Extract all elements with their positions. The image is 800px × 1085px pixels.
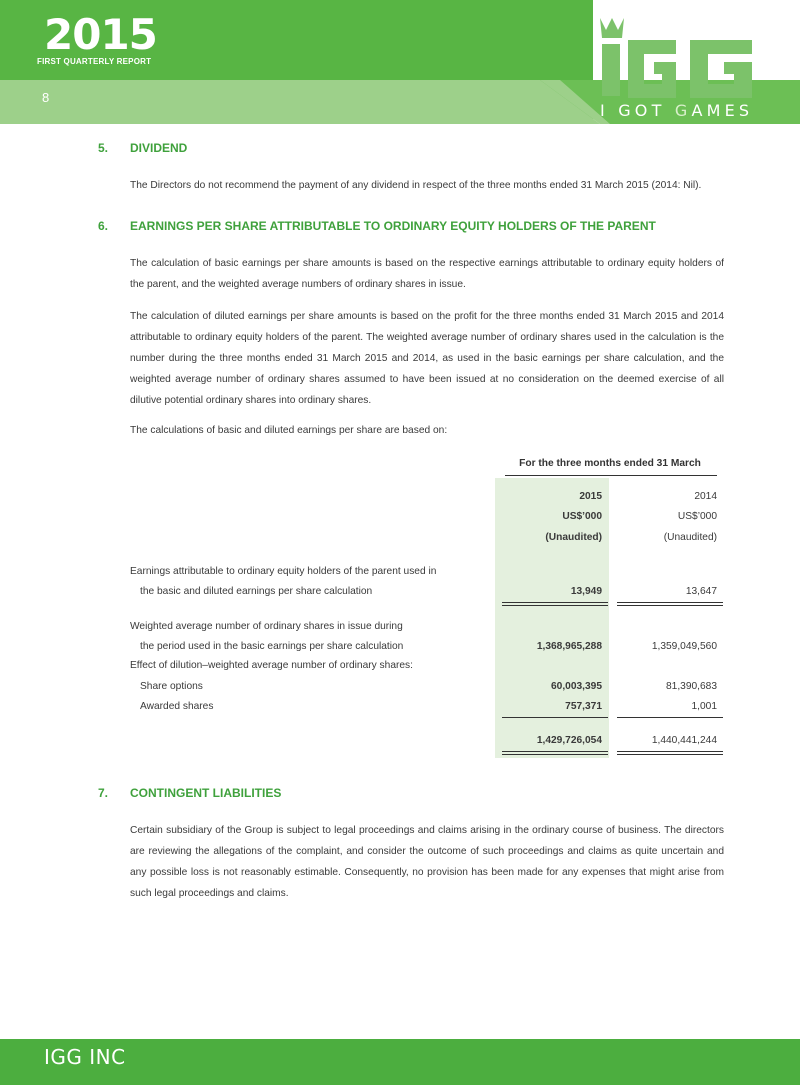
row-weighted-2015: 1,368,965,288 xyxy=(536,641,602,652)
table-header-rule xyxy=(505,475,717,476)
section-7-paragraph: Certain subsidiary of the Group is subject to legal proceedings and claims arising in the ordinary course of business. The directors are reviewing the allegations of the complaint, and consider the outcome of such proceedings and claims as quite uncertain and any possible loss is not reasonably estimable. Consequently, no provision has been made for any expenses that might arise from such legal proceedings and claims. xyxy=(130,825,724,899)
rule-total-2015-a xyxy=(502,751,608,752)
row-weighted-label-1: Weighted average number of ordinary shares in issue during xyxy=(130,621,403,632)
row-awarded-2014: 1,001 xyxy=(691,701,717,712)
row-awarded-2015: 757,371 xyxy=(565,701,602,712)
row-options-2015: 60,003,395 xyxy=(551,681,602,692)
row-weighted-label-2: the period used in the basic earnings per share calculation xyxy=(140,641,404,652)
rule-total-2015-b xyxy=(502,754,608,755)
page-header xyxy=(0,0,800,124)
row-weighted-2014: 1,359,049,560 xyxy=(651,641,717,652)
col-2014-unit: US$’000 xyxy=(677,511,717,522)
section-6-paragraph-3: The calculations of basic and diluted earnings per share are based on: xyxy=(130,425,448,436)
section-6-paragraph-2: The calculation of diluted earnings per share amounts is based on the profit for the three months ended 31 March 2015 and 2014 attributable to ordinary equity holders of the parent. The weighted average number of ordinary shares used in the calculation is the number during the three months ended 31 March 2015 and 2014, as used in the basic earnings per share calculation, and the weighted average number of ordinary shares assumed to have been issued at no consideration on the deemed exercise of all dilutive potential ordinary shares into ordinary shares. xyxy=(130,311,724,406)
row-earnings-label-2: the basic and diluted earnings per share calculation xyxy=(140,586,373,597)
row-earnings-2014: 13,647 xyxy=(685,586,717,597)
rule-earnings-2015-a xyxy=(502,602,608,603)
rule-earnings-2014-a xyxy=(617,602,723,603)
report-year: 2015 xyxy=(44,10,157,59)
col-2015-year: 2015 xyxy=(579,491,602,502)
row-awarded-label: Awarded shares xyxy=(140,701,214,712)
row-total-2014: 1,440,441,244 xyxy=(651,735,717,746)
row-dilution-label: Effect of dilution–weighted average number of ordinary shares: xyxy=(130,660,413,671)
rule-earnings-2014-b xyxy=(617,605,723,606)
rule-subtotal-2015 xyxy=(502,717,608,718)
report-label: FIRST QUARTERLY REPORT xyxy=(37,57,152,66)
section-5-paragraph: The Directors do not recommend the payment of any dividend in respect of the three months ended 31 March 2015 (2014: Nil). xyxy=(130,180,702,191)
rule-total-2014-a xyxy=(617,751,723,752)
table-period-header: For the three months ended 31 March xyxy=(519,458,701,469)
col-2015-unit: US$’000 xyxy=(562,511,602,522)
col-2014-status: (Unaudited) xyxy=(663,532,717,543)
col-2015-status: (Unaudited) xyxy=(545,532,602,543)
section-6-paragraph-1: The calculation of basic earnings per share amounts is based on the respective earnings attributable to ordinary equity holders of the parent, and the weighted average numbers of ordinary shares in issue. xyxy=(130,258,724,290)
rule-subtotal-2014 xyxy=(617,717,723,718)
row-total-2015: 1,429,726,054 xyxy=(536,735,602,746)
rule-earnings-2015-b xyxy=(502,605,608,606)
row-options-label: Share options xyxy=(140,681,203,692)
footer-company-name: IGG INC xyxy=(44,1045,126,1069)
rule-total-2014-b xyxy=(617,754,723,755)
row-earnings-label-1: Earnings attributable to ordinary equity holders of the parent used in xyxy=(130,566,437,577)
row-earnings-2015: 13,949 xyxy=(570,586,602,597)
page-number: 8 xyxy=(42,90,50,105)
igg-tagline: I GOT GAMES xyxy=(600,101,754,120)
row-options-2014: 81,390,683 xyxy=(666,681,717,692)
col-2014-year: 2014 xyxy=(694,491,717,502)
